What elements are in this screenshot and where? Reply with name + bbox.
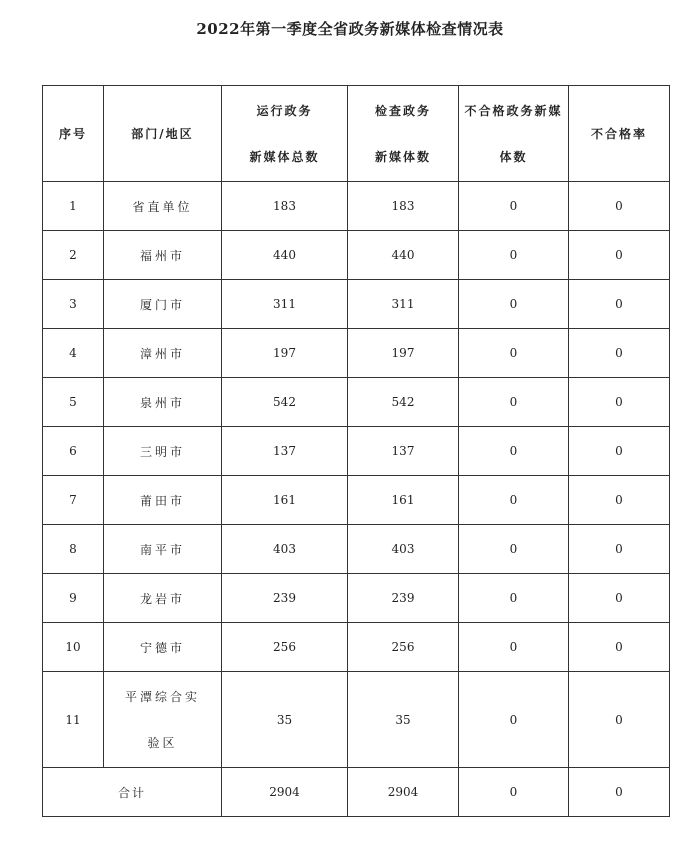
cell-checked: 440	[348, 231, 459, 280]
cell-running: 137	[222, 427, 348, 476]
cell-running: 311	[222, 280, 348, 329]
cell-rate: 0	[569, 182, 670, 231]
cell-index: 2	[43, 231, 104, 280]
cell-rate: 0	[569, 672, 670, 768]
cell-dept: 福州市	[104, 231, 222, 280]
table-row	[43, 672, 670, 768]
cell-dept: 三明市	[104, 427, 222, 476]
cell-failed: 0	[459, 476, 569, 525]
table-row	[43, 476, 670, 525]
cell-checked: 239	[348, 574, 459, 623]
cell-running: 256	[222, 623, 348, 672]
cell-checked: 403	[348, 525, 459, 574]
cell-dept: 省直单位	[104, 182, 222, 231]
total-rate: 0	[569, 768, 670, 817]
total-label: 合计	[43, 768, 222, 817]
header-rate: 不合格率	[569, 86, 670, 182]
cell-running: 239	[222, 574, 348, 623]
table-total-row	[43, 768, 670, 817]
cell-checked: 35	[348, 672, 459, 768]
cell-rate: 0	[569, 427, 670, 476]
cell-failed: 0	[459, 182, 569, 231]
cell-index: 11	[43, 672, 104, 768]
header-failed-line1: 不合格政务新媒	[464, 103, 563, 118]
cell-rate: 0	[569, 574, 670, 623]
cell-dept	[104, 672, 222, 768]
cell-dept-line2: 验区	[147, 735, 178, 750]
header-index: 序号	[43, 86, 104, 182]
cell-rate: 0	[569, 280, 670, 329]
cell-checked: 137	[348, 427, 459, 476]
cell-dept-line1: 平潭综合实	[124, 689, 200, 704]
table-row	[43, 329, 670, 378]
table-row	[43, 378, 670, 427]
cell-dept: 泉州市	[104, 378, 222, 427]
cell-checked: 197	[348, 329, 459, 378]
header-checked-line1: 检查政务	[374, 103, 431, 118]
cell-running: 403	[222, 525, 348, 574]
cell-index: 6	[43, 427, 104, 476]
cell-failed: 0	[459, 574, 569, 623]
table-row	[43, 574, 670, 623]
cell-dept: 莆田市	[104, 476, 222, 525]
cell-index: 10	[43, 623, 104, 672]
header-failed-line2: 体数	[499, 149, 528, 164]
cell-index: 5	[43, 378, 104, 427]
total-running: 2904	[222, 768, 348, 817]
cell-index: 1	[43, 182, 104, 231]
header-dept: 部门/地区	[104, 86, 222, 182]
cell-failed: 0	[459, 280, 569, 329]
cell-running: 197	[222, 329, 348, 378]
cell-running: 35	[222, 672, 348, 768]
total-failed: 0	[459, 768, 569, 817]
cell-dept: 龙岩市	[104, 574, 222, 623]
cell-rate: 0	[569, 623, 670, 672]
table-row	[43, 427, 670, 476]
cell-rate: 0	[569, 525, 670, 574]
cell-failed: 0	[459, 378, 569, 427]
page-title: 2022年第一季度全省政务新媒体检查情况表	[196, 20, 504, 38]
cell-index: 3	[43, 280, 104, 329]
cell-index: 9	[43, 574, 104, 623]
cell-checked: 311	[348, 280, 459, 329]
cell-dept: 南平市	[104, 525, 222, 574]
table-row	[43, 623, 670, 672]
header-running-line2: 新媒体总数	[249, 149, 320, 164]
header-failed	[459, 86, 569, 182]
header-running-line1: 运行政务	[256, 103, 313, 118]
cell-rate: 0	[569, 329, 670, 378]
cell-index: 4	[43, 329, 104, 378]
total-checked: 2904	[348, 768, 459, 817]
header-running	[222, 86, 348, 182]
cell-running: 161	[222, 476, 348, 525]
cell-rate: 0	[569, 231, 670, 280]
cell-index: 7	[43, 476, 104, 525]
cell-dept: 漳州市	[104, 329, 222, 378]
table-row	[43, 182, 670, 231]
header-checked	[348, 86, 459, 182]
cell-dept: 厦门市	[104, 280, 222, 329]
cell-checked: 183	[348, 182, 459, 231]
header-checked-line2: 新媒体数	[374, 149, 431, 164]
cell-failed: 0	[459, 231, 569, 280]
table-row	[43, 280, 670, 329]
cell-running: 542	[222, 378, 348, 427]
table-row	[43, 231, 670, 280]
table-row	[43, 525, 670, 574]
cell-failed: 0	[459, 427, 569, 476]
cell-failed: 0	[459, 329, 569, 378]
cell-dept: 宁德市	[104, 623, 222, 672]
cell-failed: 0	[459, 525, 569, 574]
cell-failed: 0	[459, 623, 569, 672]
table-header-row	[43, 86, 670, 182]
cell-rate: 0	[569, 476, 670, 525]
cell-running: 183	[222, 182, 348, 231]
cell-index: 8	[43, 525, 104, 574]
cell-rate: 0	[569, 378, 670, 427]
cell-checked: 161	[348, 476, 459, 525]
cell-running: 440	[222, 231, 348, 280]
cell-checked: 256	[348, 623, 459, 672]
cell-checked: 542	[348, 378, 459, 427]
inspection-table	[42, 85, 670, 817]
cell-failed: 0	[459, 672, 569, 768]
